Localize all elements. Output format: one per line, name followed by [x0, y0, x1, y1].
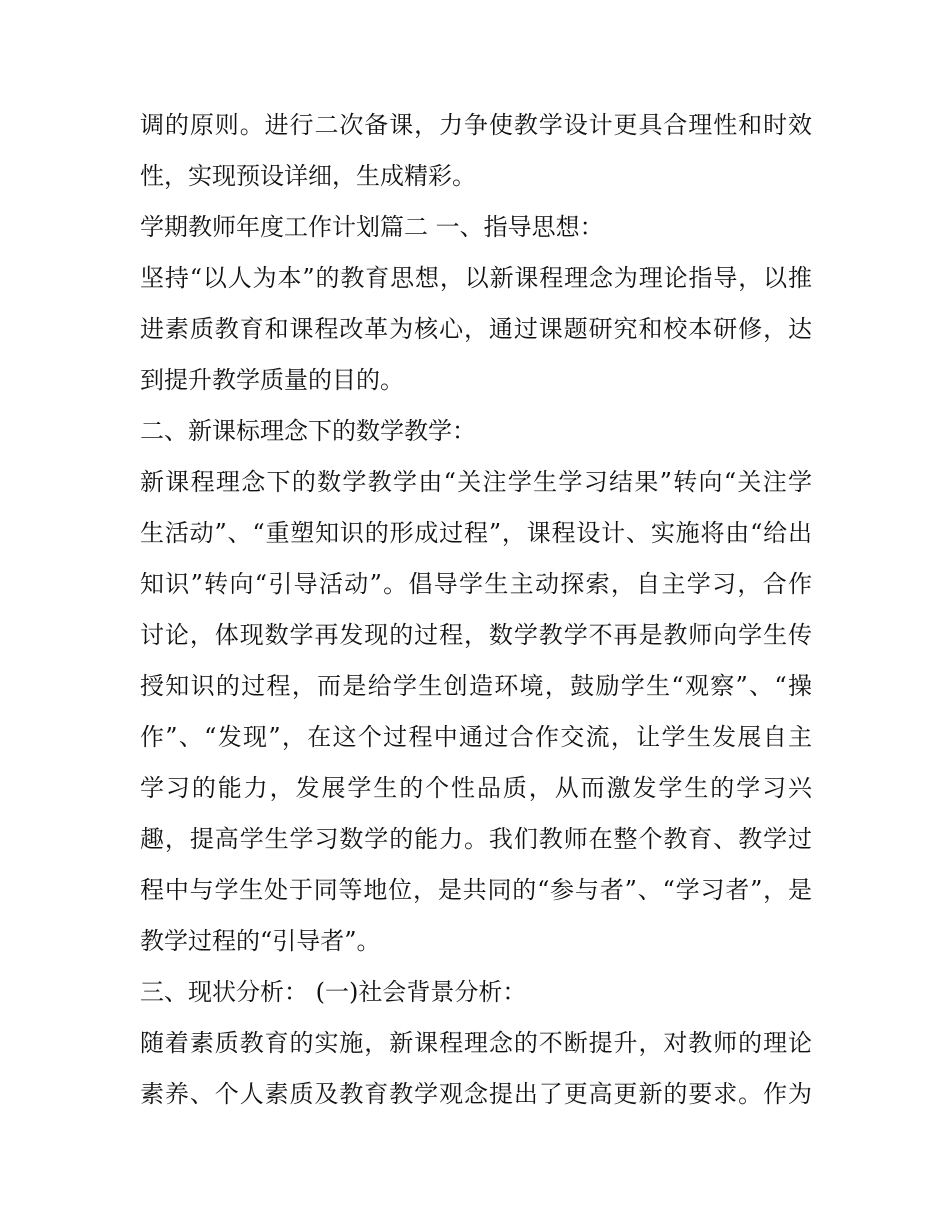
- text-line-11: 讨论，体现数学再发现的过程，数学教学不再是教师向学生传: [140, 621, 812, 649]
- text-line-9: 生活动”、“重塑知识的形成过程”，课程设计、实施将由“给出: [140, 519, 812, 547]
- text-line-17: 教学过程的“引导者”。: [140, 927, 381, 955]
- text-line-10: 知识”转向“引导活动”。倡导学生主动探索，自主学习，合作: [140, 570, 812, 598]
- text-line-1: 调的原则。进行二次备课，力争使教学设计更具合理性和时效: [140, 111, 812, 139]
- text-line-14: 学习的能力，发展学生的个性品质，从而激发学生的学习兴: [140, 774, 812, 802]
- text-line-13: 作”、“发现”，在这个过程中通过合作交流，让学生发展自主: [140, 723, 812, 751]
- text-line-16: 程中与学生处于同等地位，是共同的“参与者”、“学习者”，是: [140, 876, 812, 904]
- text-line-4: 坚持“以人为本”的教育思想，以新课程理念为理论指导，以推: [140, 264, 812, 292]
- text-line-6: 到提升教学质量的目的。: [140, 366, 404, 394]
- text-line-12: 授知识的过程，而是给学生创造环境，鼓励学生“观察”、“操: [140, 672, 812, 700]
- text-line-20: 素养、个人素质及教育教学观念提出了更高更新的要求。作为: [140, 1080, 812, 1108]
- section-heading-4: 三、现状分析： (一)社会背景分析：: [140, 978, 527, 1006]
- text-line-5: 进素质教育和课程改革为核心，通过课题研究和校本研修，达: [140, 315, 812, 343]
- section-heading-2: 学期教师年度工作计划篇二 一、指导思想：: [140, 213, 604, 241]
- document-page: [140, 100, 812, 1120]
- text-line-2: 性，实现预设详细，生成精彩。: [140, 162, 476, 190]
- text-line-19: 随着素质教育的实施，新课程理念的不断提升，对教师的理论: [140, 1029, 812, 1057]
- text-line-15: 趣，提高学生学习数学的能力。我们教师在整个教育、教学过: [140, 825, 812, 853]
- section-heading-3: 二、新课标理念下的数学教学：: [140, 417, 476, 445]
- text-line-8: 新课程理念下的数学教学由“关注学生学习结果”转向“关注学: [140, 468, 812, 496]
